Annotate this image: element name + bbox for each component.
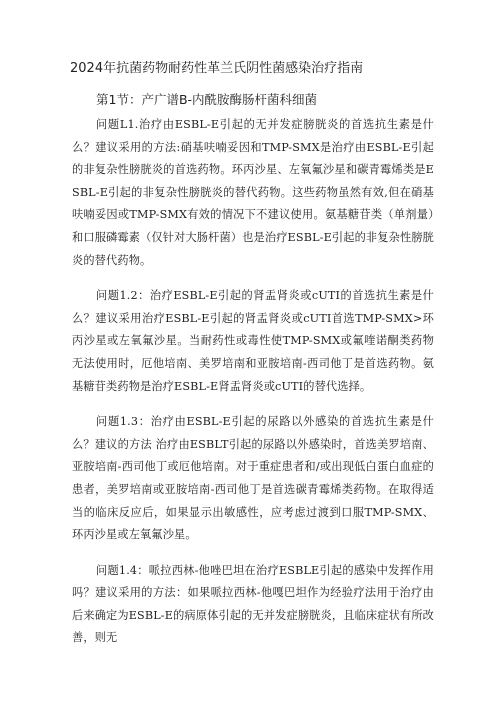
question-paragraph: 问题1.2：治疗ESBL-E引起的肾盂肾炎或cUTI的首选抗生素是什么？建议采用治疗ESBL-E引起的肾盂肾炎或cUTI首选TMP-SMX>环丙沙星或左氧氟沙星。当耐药性或毒性使TMP-SMX或氟喹诺酮类药物无法使用时，厄他培南、美罗培南和亚胺培南-西司他丁是首选药物。氨基糖苷类药物是治疗ESBL-E肾盂肾炎或cUTI的替代选择。 [72, 289, 434, 393]
document-body [72, 114, 434, 663]
question-paragraph: 问题L1.治疗由ESBL-E引起的无并发症膀胱炎的首选抗生素是什么？建议采用的方法:硝基呋喃妥因和TMP-SMX是治疗由ESBL-E引起的非复杂性膀胱炎的首选药物。环丙沙星、左氧氟沙星和碳青霉烯类是ESBL-E引起的非复杂性膀胱炎的替代药物。这些药物虽然有效,但在硝基呋喃妥因或TMP-SMX有效的情况下不建议使用。氨基糖苷类（单剂量）和口服磷霉素（仅针对大肠杆菌）也是治疗ESBL-E引起的非复杂性膀胱炎的替代药物。 [72, 118, 434, 267]
question-paragraph: 问题1.4：哌拉西林-他唑巴坦在治疗ESBLE引起的感染中发挥作用吗？建议采用的方法：如果哌拉西林-他嘎巴坦作为经验疗法用于治疗由后来确定为ESBL-E的病原体引起的无并发症膀胱炎，且临床症状有所改善，则无 [72, 563, 434, 645]
document-title: 2024年抗菌药物耐药性革兰氏阴性菌感染治疗指南 [70, 61, 364, 76]
question-paragraph: 问题1.3：治疗由ESBL-E引起的尿路以外感染的首选抗生素是什么？建议的方法 治疗由ESBLT引起的尿路以外感染时，首选美罗培南、亚胺培南-西司他丁或厄他培南。对于重症患者和/或出现低白蛋白血症的患者，美罗培南或亚胺培南-西司他丁是首选碳青霉烯类药物。在取得适当的临床反应后，如果显示出敏感性，应考虑过渡到口服TMP-SMX、环丙沙星或左氧氟沙星。 [72, 415, 434, 542]
section-heading: 第1节：产广谱B-内酰胺酶肠杆菌科细菌 [96, 92, 318, 107]
